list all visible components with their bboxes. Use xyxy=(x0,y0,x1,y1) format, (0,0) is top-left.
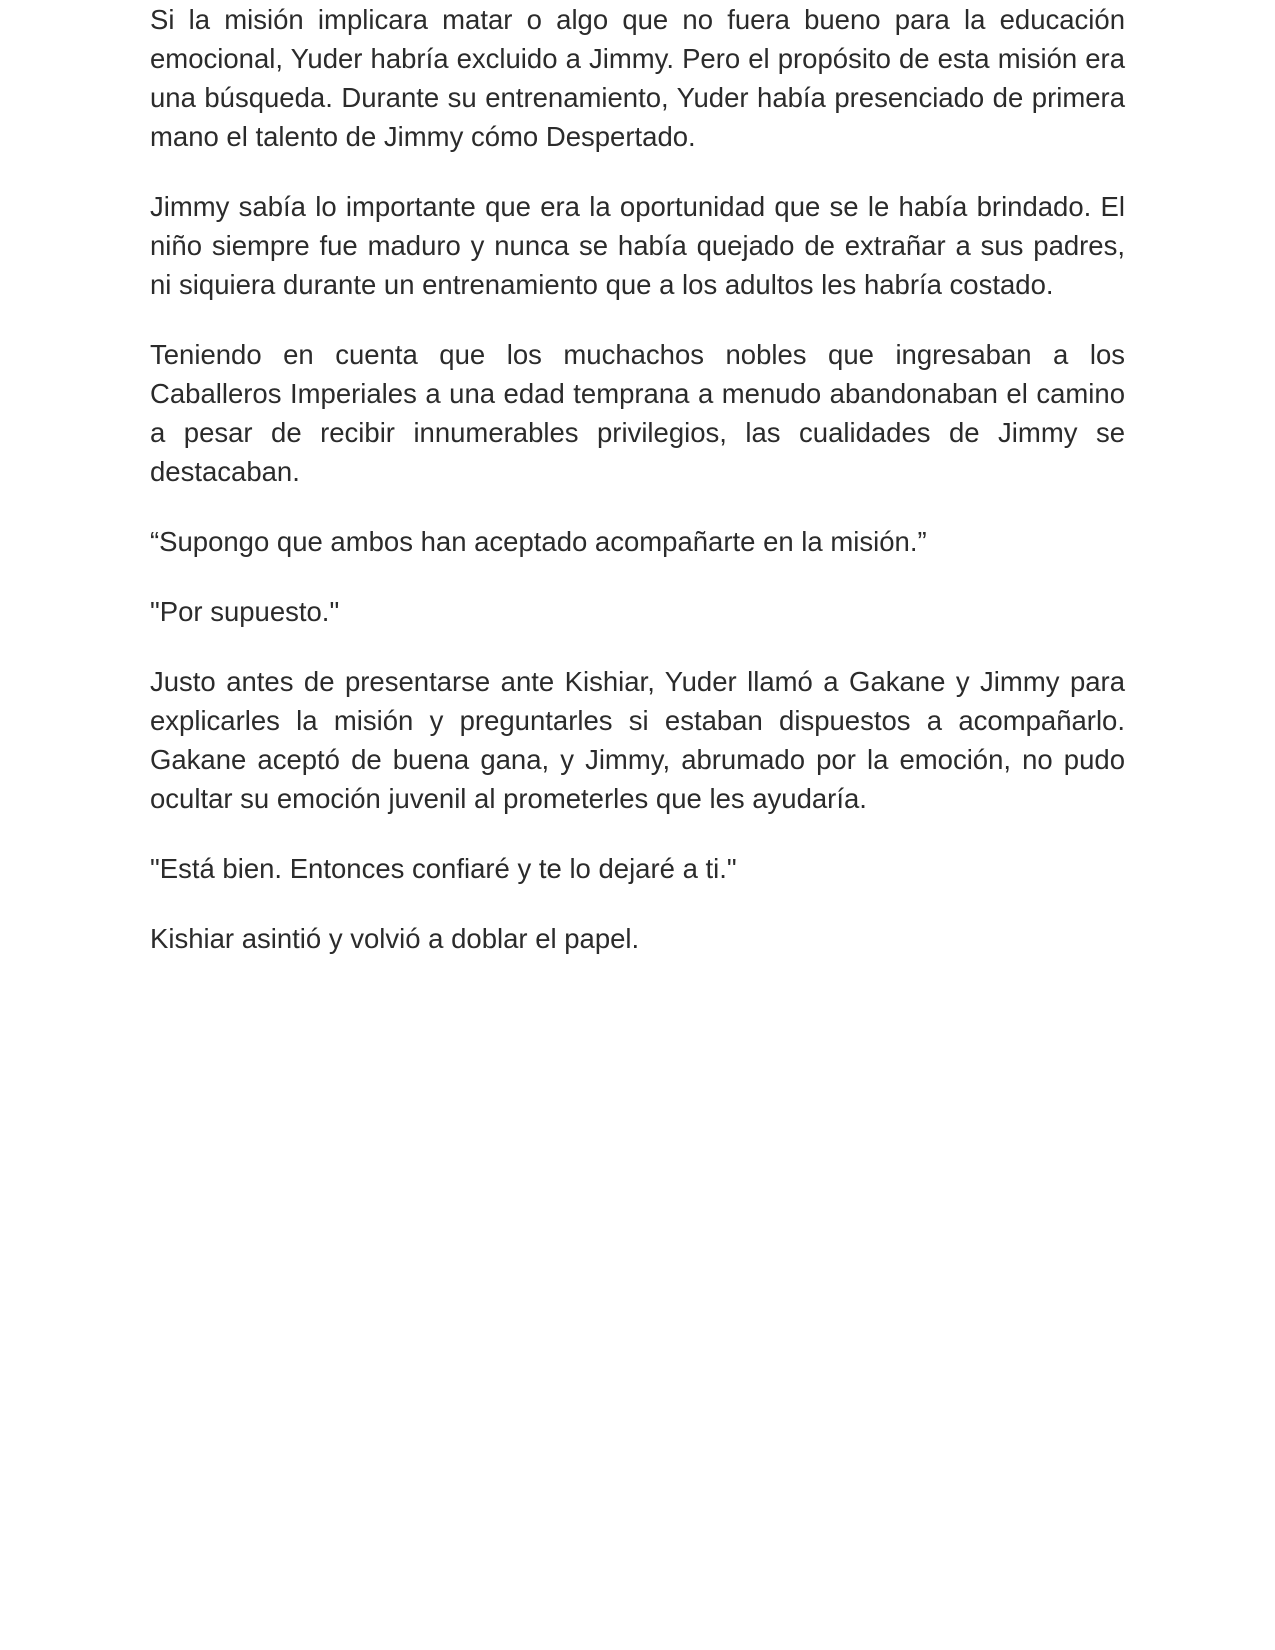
dialogue-accepted: “Supongo que ambos han aceptado acompañarte en la misión.” xyxy=(150,526,927,557)
document-page xyxy=(150,0,1125,989)
paragraph-noble-boys: Teniendo en cuenta que los muchachos nobles que ingresaban a los Caballeros Imperiales a una edad temprana a menudo abandonaban el camino a pesar de recibir innumerables privilegios, las cualidades de Jimmy se destacaban. xyxy=(150,339,1125,487)
paragraph-mission-purpose: Si la misión implicara matar o algo que no fuera bueno para la educación emocional, Yuder habría excluido a Jimmy. Pero el propósito de esta misión era una búsqueda. Durante su entrenamiento, Yuder había presenciado de primera mano el talento de Jimmy cómo Despertado. xyxy=(150,4,1125,152)
paragraph-gakane-jimmy: Justo antes de presentarse ante Kishiar, Yuder llamó a Gakane y Jimmy para explicarles la misión y preguntarles si estaban dispuestos a acompañarlo. Gakane aceptó de buena gana, y Jimmy, abrumado por la emoción, no pudo ocultar su emoción juvenil al prometerles que les ayudaría. xyxy=(150,666,1125,814)
dialogue-of-course: "Por supuesto." xyxy=(150,596,340,627)
paragraph-jimmy-opportunity: Jimmy sabía lo importante que era la oportunidad que se le había brindado. El niño siempre fue maduro y nunca se había quejado de extrañar a sus padres, ni siquiera durante un entrenamiento que a los adultos les habría costado. xyxy=(150,191,1125,300)
paragraph-kishiar-nods: Kishiar asintió y volvió a doblar el papel. xyxy=(150,923,640,954)
dialogue-trust: "Está bien. Entonces confiaré y te lo dejaré a ti." xyxy=(150,853,737,884)
